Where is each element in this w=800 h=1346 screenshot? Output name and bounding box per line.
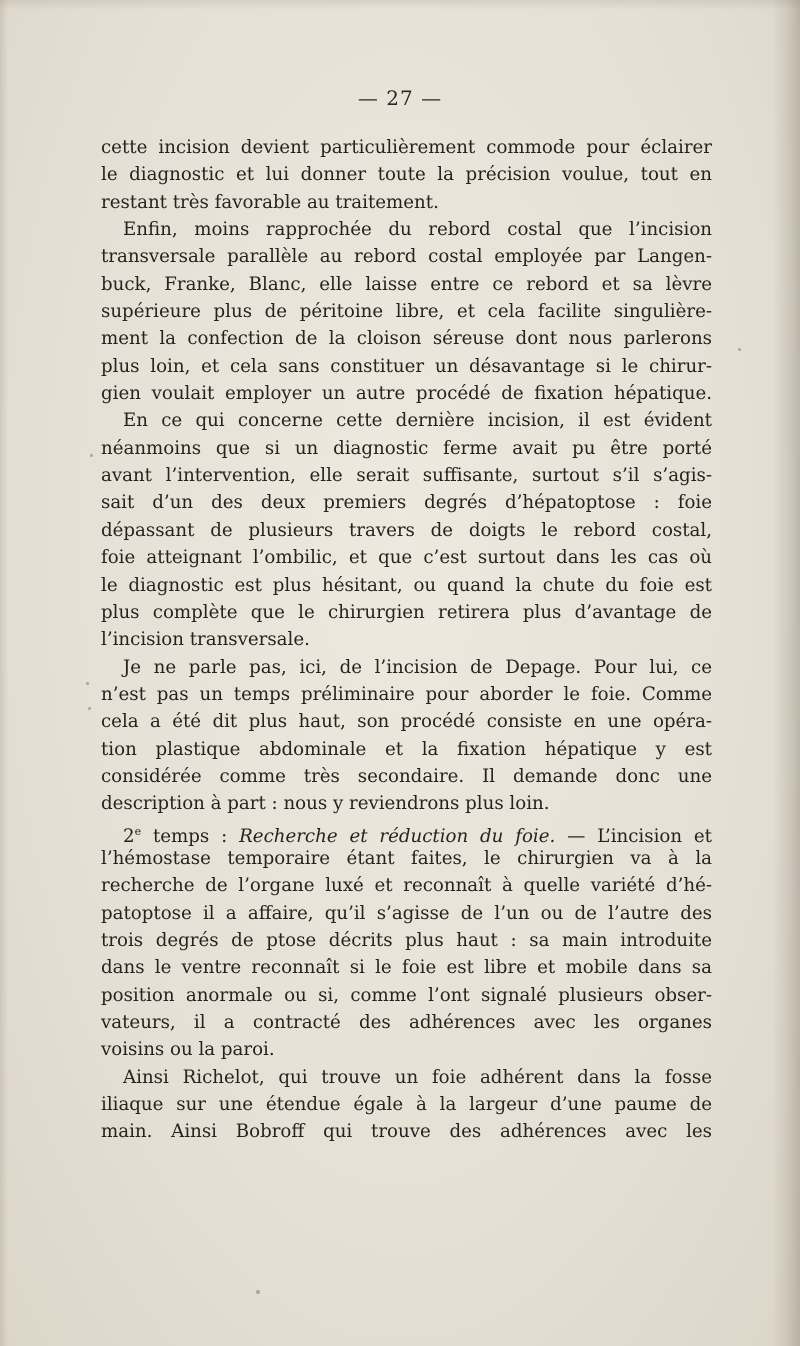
text-line: restant très favorable au traitement. (101, 191, 439, 213)
text-line (101, 818, 712, 845)
paper-speck (86, 682, 89, 685)
text-line: transversale parallèle au rebord costal employée par Langen- (101, 246, 712, 268)
text-line: plus loin, et cela sans constituer un désavantage si le chirur- (101, 355, 712, 377)
heading-superscript: e (134, 824, 142, 838)
heading-rest: — L’incision et (555, 825, 712, 847)
heading-italic-title: Recherche et réduction du foie. (239, 825, 556, 847)
text-line: dépassant de plusieurs travers de doigts le rebord costal, (101, 519, 712, 541)
text-line: description à part : nous y reviendrons plus loin. (101, 793, 550, 815)
page-right-shadow (772, 0, 800, 1346)
text-line: vateurs, il a contracté des adhérences avec les organes (101, 1012, 712, 1033)
text-line: plus complète que le chirurgien retirera plus d’avantage de (101, 601, 712, 623)
paper-speck (90, 454, 93, 457)
text-line: sait d’un des deux premiers degrés d’hépatoptose : foie (101, 492, 712, 514)
paper-speck (256, 1290, 260, 1294)
text-line: recherche de l’organe luxé et reconnaît à quelle variété d’hé- (101, 875, 712, 897)
text-line: buck, Franke, Blanc, elle laisse entre ce rebord et sa lèvre (101, 273, 712, 295)
body-text (101, 134, 712, 1146)
text-line: ment la confection de la cloison séreuse dont nous parlerons (101, 328, 712, 350)
text-line: main. Ainsi Bobroff qui trouve des adhérences avec les (101, 1121, 712, 1143)
text-line: Enfin, moins rapprochée du rebord costal que l’incision (123, 219, 712, 241)
page-top-shadow (0, 0, 800, 10)
text-line: avant l’intervention, elle serait suffisante, surtout s’il s’agis- (101, 465, 712, 487)
text-line: position anormale ou si, comme l’ont signalé plusieurs obser- (101, 984, 712, 1006)
text-line: patoptose il a affaire, qu’il s’agisse de l’un ou de l’autre des (101, 902, 712, 924)
page-left-shadow (0, 0, 8, 1346)
text-line: gien voulait employer un autre procédé de fixation hépatique. (101, 383, 712, 405)
paper-speck (738, 348, 741, 351)
text-line: voisins ou la paroi. (101, 1039, 275, 1061)
text-line: Ainsi Richelot, qui trouve un foie adhérent dans la fosse (123, 1066, 712, 1088)
page-number: — 27 — (357, 86, 443, 110)
text-line: considérée comme très secondaire. Il demande donc une (101, 765, 712, 787)
heading-number: 2 (123, 825, 135, 847)
text-line: le diagnostic et lui donner toute la précision voulue, tout en (101, 164, 712, 186)
text-line: trois degrés de ptose décrits plus haut : sa main introduite (101, 929, 712, 951)
text-line: l’incision transversale. (101, 629, 310, 651)
heading-label: temps : (141, 825, 240, 847)
text-line: l’hémostase temporaire étant faites, le chirurgien va à la (101, 847, 712, 869)
text-line: Je ne parle pas, ici, de l’incision de Depage. Pour lui, ce (123, 656, 712, 678)
text-line: le diagnostic est plus hésitant, ou quand la chute du foie est (101, 574, 712, 596)
text-line: foie atteignant l’ombilic, et que c’est surtout dans les cas où (101, 547, 712, 569)
text-line: néanmoins que si un diagnostic ferme avait pu être porté (101, 437, 712, 459)
text-line: tion plastique abdominale et la fixation hépatique y est (101, 738, 712, 760)
paper-speck (88, 707, 91, 710)
text-line: supérieure plus de péritoine libre, et cela facilite singulière- (101, 301, 712, 323)
text-line: cela a été dit plus haut, son procédé consiste en une opéra- (101, 711, 712, 733)
text-line: n’est pas un temps préliminaire pour aborder le foie. Comme (101, 683, 712, 705)
text-line: dans le ventre reconnaît si le foie est libre et mobile dans sa (101, 957, 712, 979)
text-line: iliaque sur une étendue égale à la largeur d’une paume de (101, 1094, 712, 1116)
text-line: cette incision devient particulièrement commode pour éclairer (101, 137, 712, 158)
text-line: En ce qui concerne cette dernière incision, il est évident (123, 410, 712, 432)
